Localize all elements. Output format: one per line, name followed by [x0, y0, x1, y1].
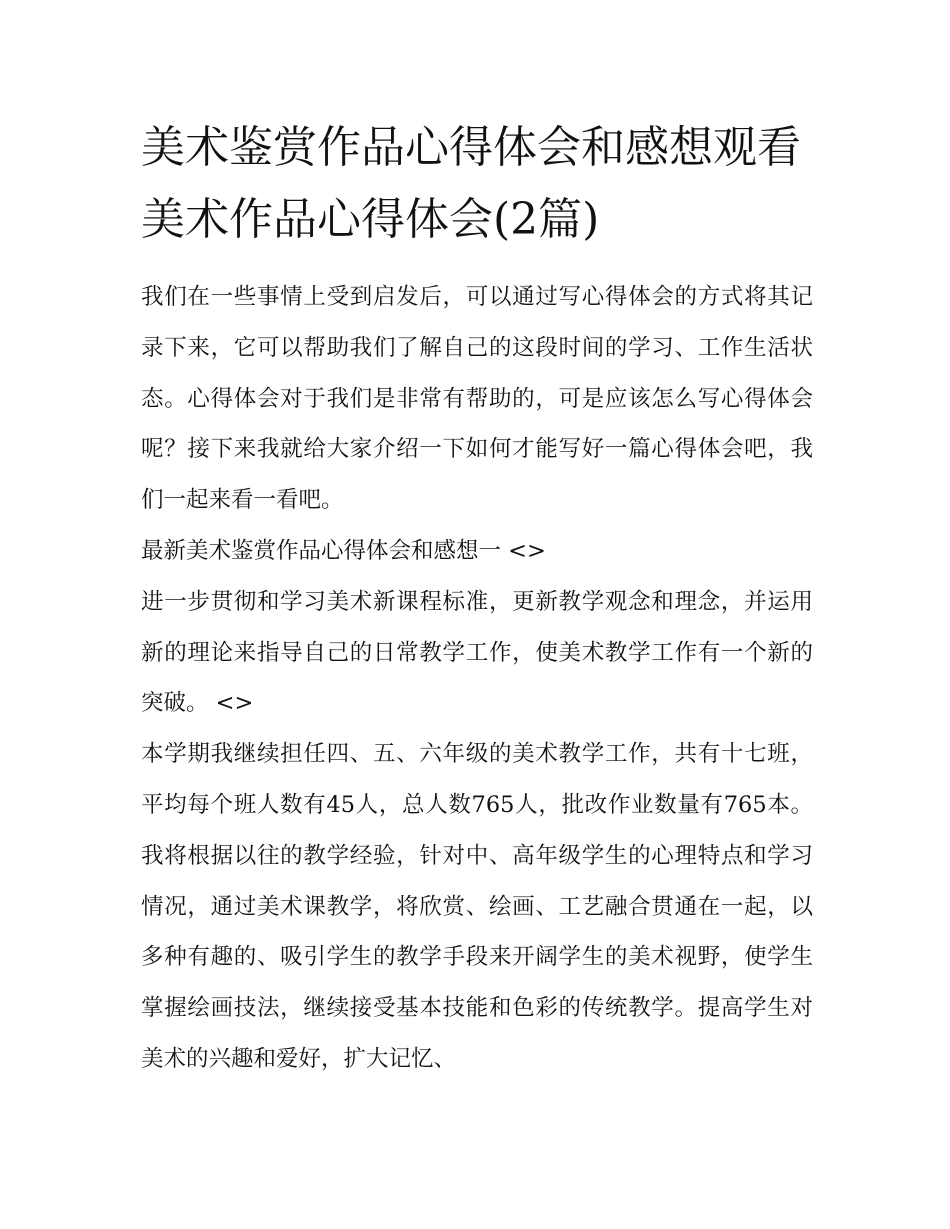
document-page — [141, 112, 813, 1085]
document-title: 美术鉴赏作品心得体会和感想观看美术作品心得体会(2篇) — [141, 122, 801, 245]
intro-paragraph: 我们在一些事情上受到启发后，可以通过写心得体会的方式将其记录下来，它可以帮助我们了解自己的这段时间的学习、工作生活状态。心得体会对于我们是非常有帮助的，可是应该怎么写心得体会呢？接下来我就给大家介绍一下如何才能写好一篇心得体会吧，我们一起来看一看吧。 — [141, 284, 813, 514]
body-paragraph: 本学期我继续担任四、五、六年级的美术教学工作，共有十七班，平均每个班人数有45人，总人数765人，批改作业数量有765本。我将根据以往的教学经验，针对中、高年级学生的心理特点和学习情况，通过美术课教学，将欣赏、绘画、工艺融合贯通在一起，以多种有趣的、吸引学生的教学手段来开阔学生的美术视野，使学生掌握绘画技法，继续接受基本技能和色彩的传统教学。提高学生对美术的兴趣和爱好，扩大记忆、 — [141, 741, 813, 1072]
document-body — [141, 272, 813, 1085]
body-paragraph: 进一步贯彻和学习美术新课程标准，更新教学观念和理念，并运用新的理论来指导自己的日常教学工作，使美术教学工作有一个新的突破。 <> — [141, 588, 813, 717]
section-heading: 最新美术鉴赏作品心得体会和感想一 <> — [141, 537, 546, 564]
